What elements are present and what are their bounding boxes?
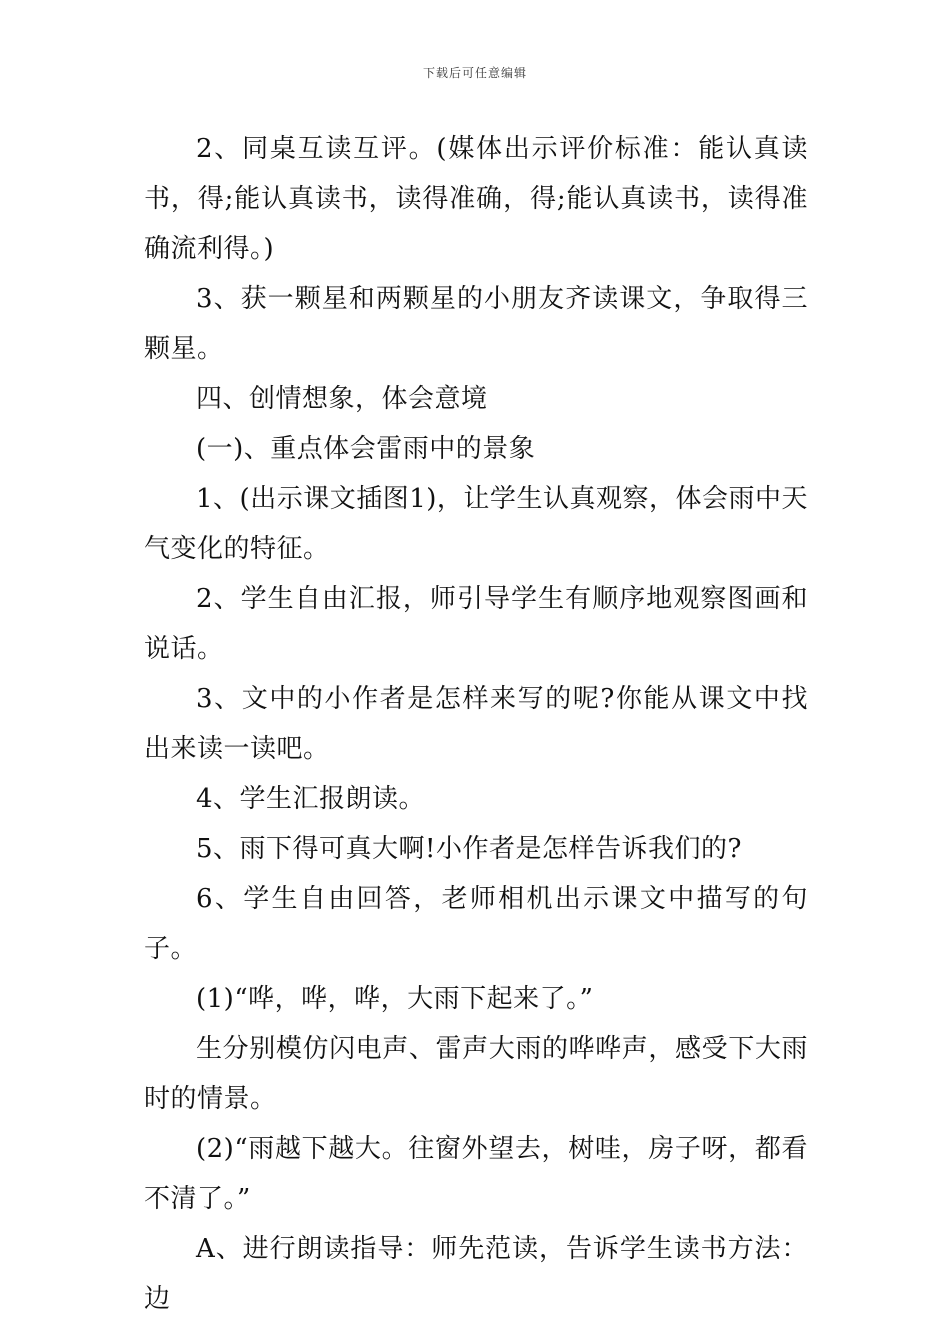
quote-sentence-1: (1)“哗，哗，哗，大雨下起来了。” — [196, 984, 594, 1014]
paragraph-author-question: 3、文中的小作者是怎样来写的呢?你能从课文中找出来读一读吧。 — [144, 684, 808, 764]
page-header-note: 下载后可任意编辑 — [422, 66, 527, 80]
paragraph-imitate-sounds: 生分别模仿闪电声、雷声大雨的哗哗声，感受下大雨时的情景。 — [144, 1034, 808, 1114]
paragraph-peer-review: 2、同桌互读互评。(媒体出示评价标准：能认真读书，得;能认真读书，读得准确，得;能认真读书，读得准确流利得。) — [144, 134, 808, 264]
paragraph-star-reading: 3、获一颗星和两颗星的小朋友齐读课文，争取得三颗星。 — [144, 284, 808, 364]
paragraph-illustration: 1、(出示课文插图1)，让学生认真观察，体会雨中天气变化的特征。 — [144, 484, 808, 564]
paragraph-free-answer: 6、学生自由回答，老师相机出示课文中描写的句子。 — [144, 884, 808, 964]
subsection-heading-1: (一)、重点体会雷雨中的景象 — [196, 434, 536, 464]
paragraph-student-report: 2、学生自由汇报，师引导学生有顺序地观察图画和说话。 — [144, 584, 808, 664]
quote-sentence-2: (2)“雨越下越大。往窗外望去，树哇，房子呀，都看不清了。” — [144, 1134, 808, 1214]
section-heading-4: 四、创情想象，体会意境 — [196, 384, 488, 414]
paragraph-read-aloud: 4、学生汇报朗读。 — [196, 784, 426, 814]
paragraph-reading-guidance: A、进行朗读指导：师先范读，告诉学生读书方法：边 — [144, 1234, 808, 1314]
document-body — [144, 124, 808, 1324]
paragraph-heavy-rain: 5、雨下得可真大啊!小作者是怎样告诉我们的? — [196, 834, 742, 864]
